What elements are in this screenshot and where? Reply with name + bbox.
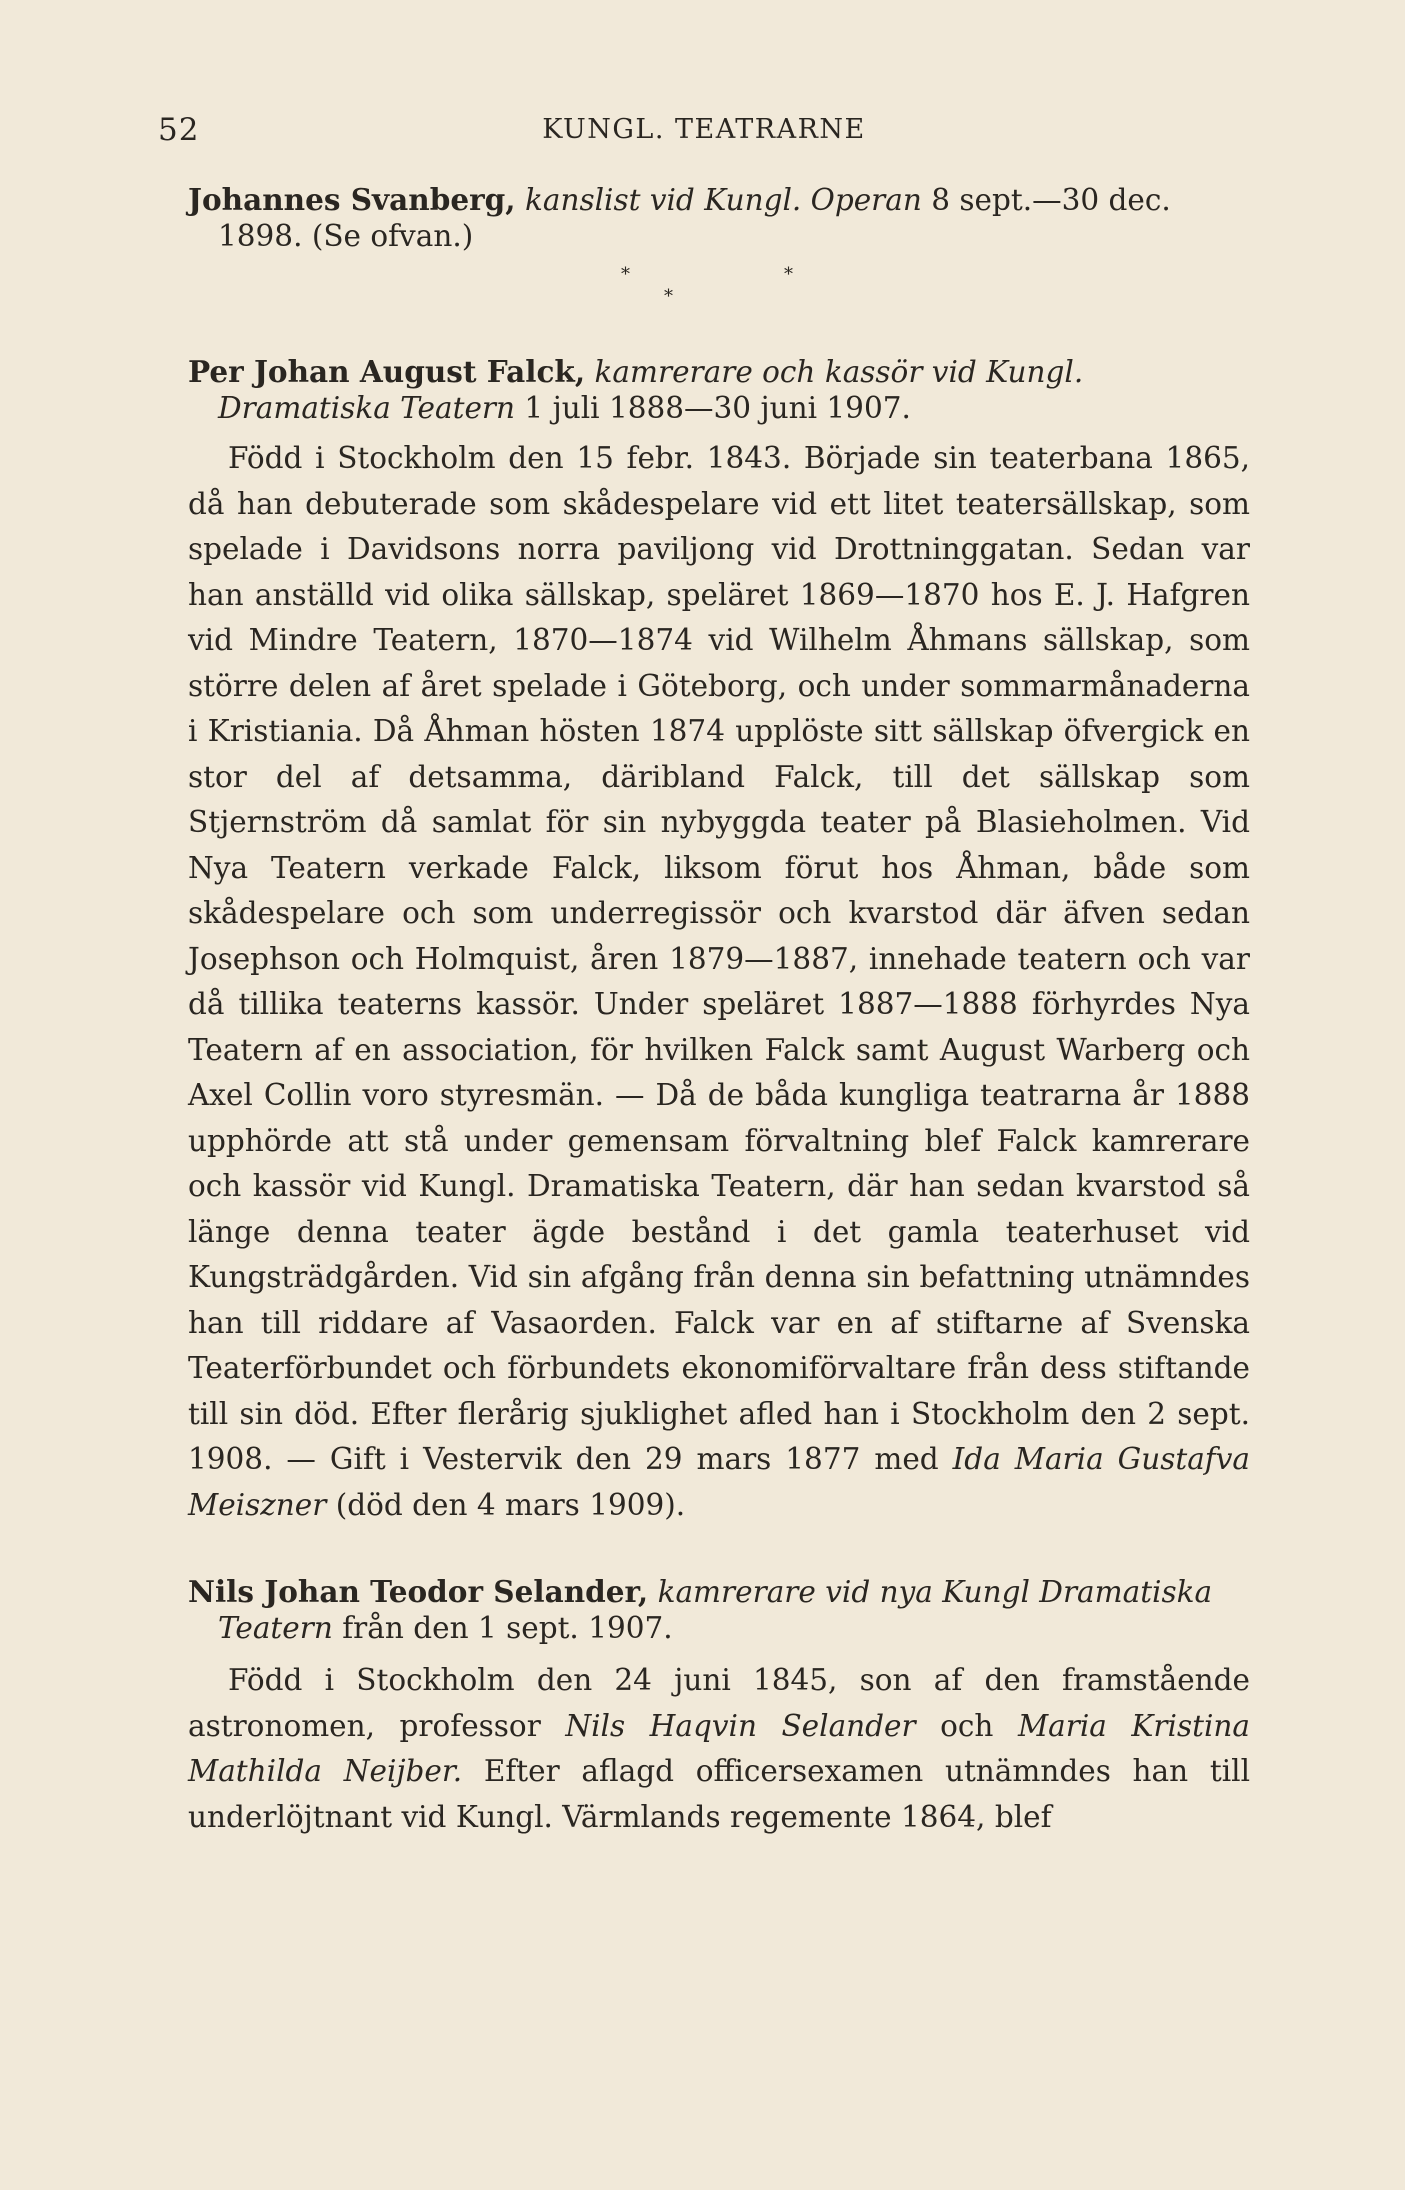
mother-name: Maria Kristina Mathilda Neijber. (188, 1708, 1250, 1788)
person-name: Per Johan August Falck, (188, 354, 586, 389)
person-dates: 1 juli 1888—30 juni 1907. (524, 391, 911, 425)
asterisk-right: * (784, 264, 793, 285)
person-role: kamrerare vid nya Kungl Dramatiska Teatern (218, 1575, 1213, 1645)
person-dates: från den 1 sept. 1907. (342, 1611, 673, 1645)
entry-falck-biography (188, 436, 1250, 1528)
biography-text-end: (död den 4 mars 1909). (335, 1487, 686, 1522)
asterisk-left: * (621, 264, 630, 285)
asterism-separator (188, 254, 1250, 354)
entry-svanberg-heading (188, 182, 1250, 254)
running-head (158, 112, 1250, 152)
person-role: kamrerare och kassör vid Kungl. Dramatiska Teatern (218, 355, 1084, 425)
text-block (188, 182, 1250, 1840)
entry-selander-biography (188, 1658, 1250, 1840)
person-role: kanslist vid Kungl. Operan (524, 183, 922, 217)
spouse-name: Ida Maria Gustafva Meiszner (188, 1442, 1250, 1522)
asterisk-middle: * (664, 286, 673, 307)
page-number: 52 (158, 112, 200, 148)
entry-selander-heading (188, 1574, 1250, 1646)
biography-text: Född i Stockholm den 15 febr. 1843. Började sin teaterbana 1865, då han debuterade som skådespelare vid ett litet teatersällskap, som spelade i Davidsons norra paviljong vid Drottninggatan. Sedan var han anställd vid olika sällskap, speläret 1869—1870 hos E. J. Hafgren vid Mindre Teatern, 1870—1874 vid Wilhelm Åhmans sällskap, som större delen af året spelade i Göteborg, och under sommarmånaderna i Kristiania. Då Åhman hösten 1874 upplöste sitt sällskap öfvergick en stor del af detsamma, däribland Falck, till det sällskap som Stjernström då samlat för sin nybyggda teater på Blasieholmen. Vid Nya Teatern verkade Falck, liksom förut hos Åhman, både som skådespelare och som underregissör och kvarstod där äfven sedan Josephson och Holmquist, åren 1879—1887, innehade teatern och var då tillika teaterns kassör. Under speläret 1887—1888 förhyrdes Nya Teatern af en association, för hvilken Falck samt August Warberg och Axel Collin voro styresmän. — Då de båda kungliga teatrarna år 1888 upphörde att stå under gemensam förvaltning blef Falck kamrerare och kassör vid Kungl. Dramatiska Teatern, där han sedan kvarstod så länge denna teater ägde bestånd i det gamla teaterhuset vid Kungsträdgården. Vid sin afgång från denna sin befattning utnämndes han till riddare af Vasaorden. Falck var en af stiftarne af Svenska Teaterförbundet och förbundets ekonomiförvaltare från dess stiftande till sin död. Efter flerårig sjuklighet afled han i Stockholm den 2 sept. 1908. — Gift i Vestervik den 29 mars 1877 med (188, 441, 1250, 1476)
person-name: Nils Johan Teodor Selander, (188, 1574, 649, 1609)
person-dates: 8 sept.—30 dec. 1898. (Se ofvan.) (218, 183, 1171, 253)
person-name: Johannes Svanberg, (188, 182, 516, 217)
entry-falck-heading (188, 354, 1250, 426)
biography-text: Född i Stockholm den 24 juni 1845, son af den framstående astronomen, professor (188, 1663, 1250, 1743)
running-title: KUNGL. TEATRARNE (542, 114, 866, 145)
conjunction: och (940, 1708, 994, 1743)
biography-text-end: Efter aflagd officersexamen utnämndes han till underlöjtnant vid Kungl. Värmlands regemente 1864, blef (188, 1754, 1250, 1834)
father-name: Nils Haqvin Selander (565, 1708, 916, 1743)
